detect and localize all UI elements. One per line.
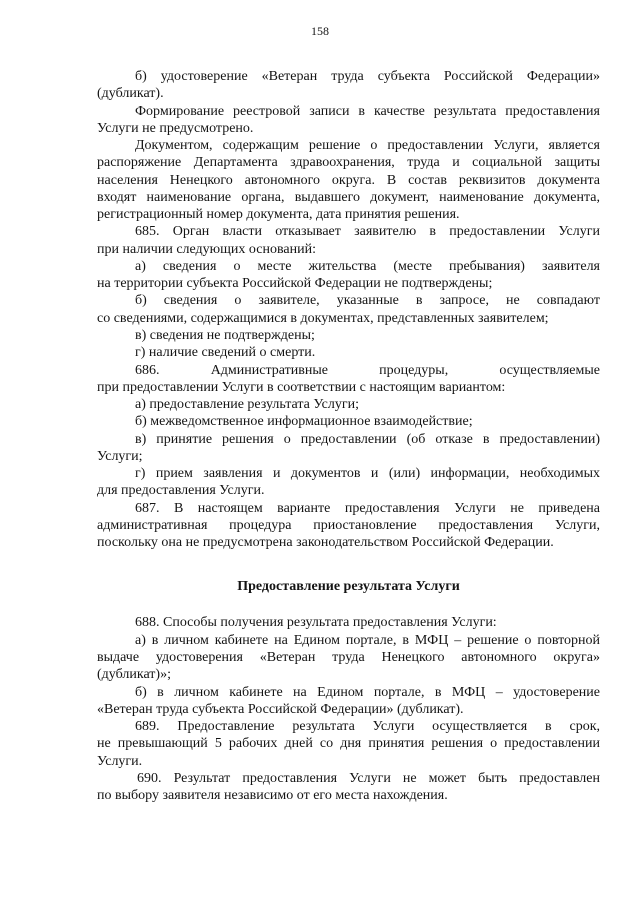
text-line: 687. В настоящем варианте предоставления Услуги не приведена (135, 500, 600, 516)
text-line: населения Ненецкого автономного округа. В состав реквизитов документа (97, 172, 600, 188)
text-line: Формирование реестровой записи в качестве результата предоставления (135, 103, 600, 119)
text-line: при наличии следующих оснований: (97, 241, 316, 257)
text-line: 690. Результат предоставления Услуги не может быть предоставлен (137, 770, 600, 786)
text-line: б) удостоверение «Ветеран труда субъекта Российской Федерации» (135, 69, 600, 84)
text-line: 686. Административные процедуры, осуществляемые (135, 362, 600, 378)
text-line: поскольку она не предусмотрена законодательством Российской Федерации. (97, 535, 554, 551)
document-body (97, 68, 600, 804)
text-line: г) прием заявления и документов и (или) информации, необходимых (135, 466, 600, 482)
text-line: Услуги не предусмотрено. (97, 120, 254, 136)
text-line: со сведениями, содержащимися в документах, представленных заявителем; (97, 310, 549, 326)
text-line: 685. Орган власти отказывает заявителю в предоставлении Услуги (135, 224, 600, 240)
text-line: не превышающий 5 рабочих дней со дня принятия решения о предоставлении (97, 736, 600, 752)
text-line: а) предоставление результата Услуги; (135, 397, 359, 413)
text-line: г) наличие сведений о смерти. (135, 345, 316, 361)
text-line: а) в личном кабинете на Едином портале, в МФЦ – решение о повторной (135, 632, 600, 648)
text-line: административная процедура приостановление предоставления Услуги, (97, 517, 600, 533)
text-line: Документом, содержащим решение о предоставлении Услуги, является (135, 138, 600, 154)
text-line: входят наименование органа, выдавшего документ, наименование документа, (97, 189, 600, 205)
text-line: а) сведения о месте жительства (месте пребывания) заявителя (135, 258, 600, 274)
text-line: (дубликат). (97, 86, 164, 102)
page-number: 158 (311, 24, 329, 38)
text-line: для предоставления Услуги. (97, 483, 265, 499)
text-line: по выбору заявителя независимо от его места нахождения. (97, 788, 448, 804)
spacer (97, 551, 600, 578)
text-line: 689. Предоставление результата Услуги осуществляется в срок, (135, 719, 600, 735)
section-heading: Предоставление результата Услуги (237, 579, 460, 595)
text-line: 688. Способы получения результата предоставления Услуги: (135, 615, 497, 631)
text-line: в) сведения не подтверждены; (135, 327, 315, 343)
text-line: б) сведения о заявителе, указанные в запросе, не совпадают (135, 293, 600, 309)
text-line: «Ветеран труда субъекта Российской Федерации» (дубликат). (97, 701, 464, 717)
text-line: Услуги. (97, 753, 143, 769)
text-line: Услуги; (97, 448, 143, 464)
text-line: б) в личном кабинете на Едином портале, в МФЦ – удостоверение (135, 684, 600, 700)
text-line: при предоставлении Услуги в соответствии с настоящим вариантом: (97, 379, 506, 395)
text-line: в) принятие решения о предоставлении (об отказе в предоставлении) (135, 431, 600, 447)
text-line: б) межведомственное информационное взаимодействие; (135, 414, 473, 430)
text-line: распоряжение Департамента здравоохранения, труда и социальной защиты (97, 155, 600, 171)
spacer (97, 596, 600, 614)
text-line: (дубликат)»; (97, 667, 171, 683)
text-line: регистрационный номер документа, дата принятия решения. (97, 207, 460, 223)
text-line: на территории субъекта Российской Федерации не подтверждены; (97, 276, 493, 292)
text-line: выдаче удостоверения «Ветеран труда Ненецкого автономного округа» (97, 649, 600, 665)
